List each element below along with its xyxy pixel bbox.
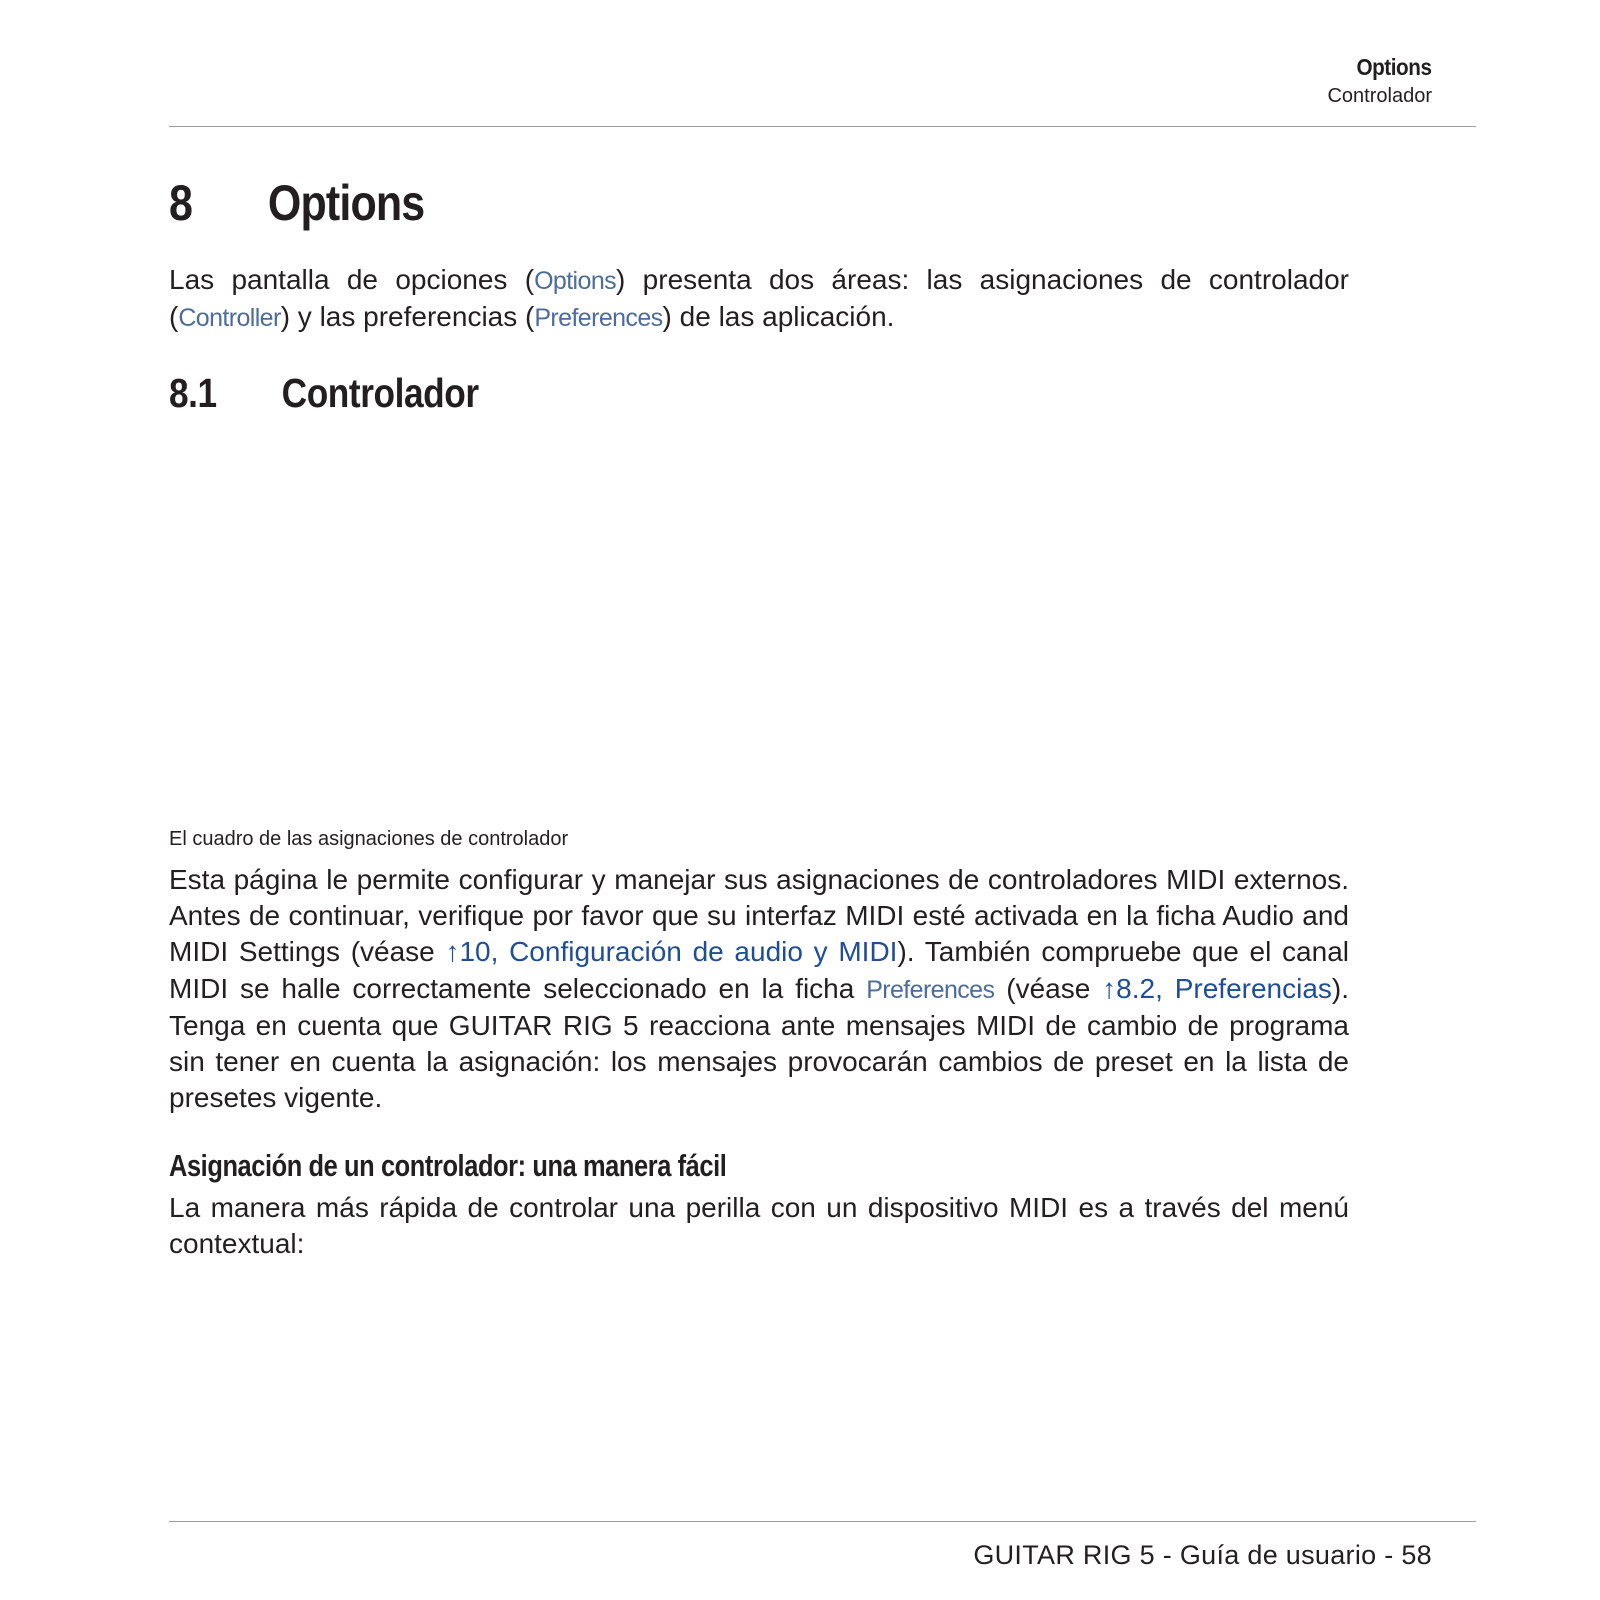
section-number: 8.1 <box>169 370 217 416</box>
body-text-2: ). También compruebe que el canal MIDI se halle correctamente seleccionado en la ficha <box>169 936 1349 1004</box>
intro-text-1: Las pantalla de opciones ( <box>169 264 535 295</box>
subhead-paragraph: La manera más rápida de controlar una perilla con un dispositivo MIDI es a través del menú contextual: <box>169 1192 1349 1260</box>
page-footer: GUITAR RIG 5 - Guía de usuario - 58 <box>973 1540 1432 1570</box>
ui-term-options: Options <box>534 267 617 295</box>
running-head <box>1327 52 1432 110</box>
section-heading <box>169 367 479 419</box>
body-text-3: (véase <box>994 972 1103 1004</box>
header-rule <box>169 126 1476 127</box>
body-text-4: ). Tenga en cuenta que GUITAR RIG 5 reacciona ante mensajes MIDI de cambio de programa sin tener en cuenta la asignación: los mensajes provocarán cambios de preset en la lista de presetes vigente. <box>169 972 1350 1114</box>
chapter-title: Options <box>267 175 425 231</box>
chapter-number: 8 <box>169 175 193 231</box>
intro-text-4: ) de las aplicación. <box>662 301 895 333</box>
running-head-chapter: Options <box>1356 54 1432 80</box>
intro-paragraph <box>169 262 1349 336</box>
body-text-1: Esta página le permite configurar y manejar sus asignaciones de controladores MIDI externos. Antes de continuar, verifique por favor que su interfaz MIDI esté activada en la ficha Audio and MIDI Settings (véase <box>169 864 1349 968</box>
subheading: Asignación de un controlador: una manera fácil <box>169 1148 727 1183</box>
link-preferencias[interactable]: ↑8.2, Preferencias <box>1102 972 1332 1004</box>
footer-rule <box>169 1521 1476 1522</box>
section-title: Controlador <box>281 370 479 416</box>
ui-term-preferences: Preferences <box>534 304 663 333</box>
figure-placeholder <box>169 430 1349 820</box>
figure-caption: El cuadro de las asignaciones de controlador <box>169 828 569 850</box>
body-paragraph <box>169 862 1349 1116</box>
chapter-heading <box>169 172 424 234</box>
ui-term-preferences-2: Preferences <box>866 975 995 1004</box>
ui-term-controller: Controller <box>178 304 281 333</box>
intro-text-3: ) y las preferencias ( <box>280 301 535 333</box>
intro-text-2: ) presenta dos áreas: las asignaciones de controlador ( <box>169 264 1349 333</box>
link-audio-midi-settings[interactable]: ↑10, Configuración de audio y MIDI <box>445 936 898 968</box>
running-head-section: Controlador <box>1327 85 1432 107</box>
